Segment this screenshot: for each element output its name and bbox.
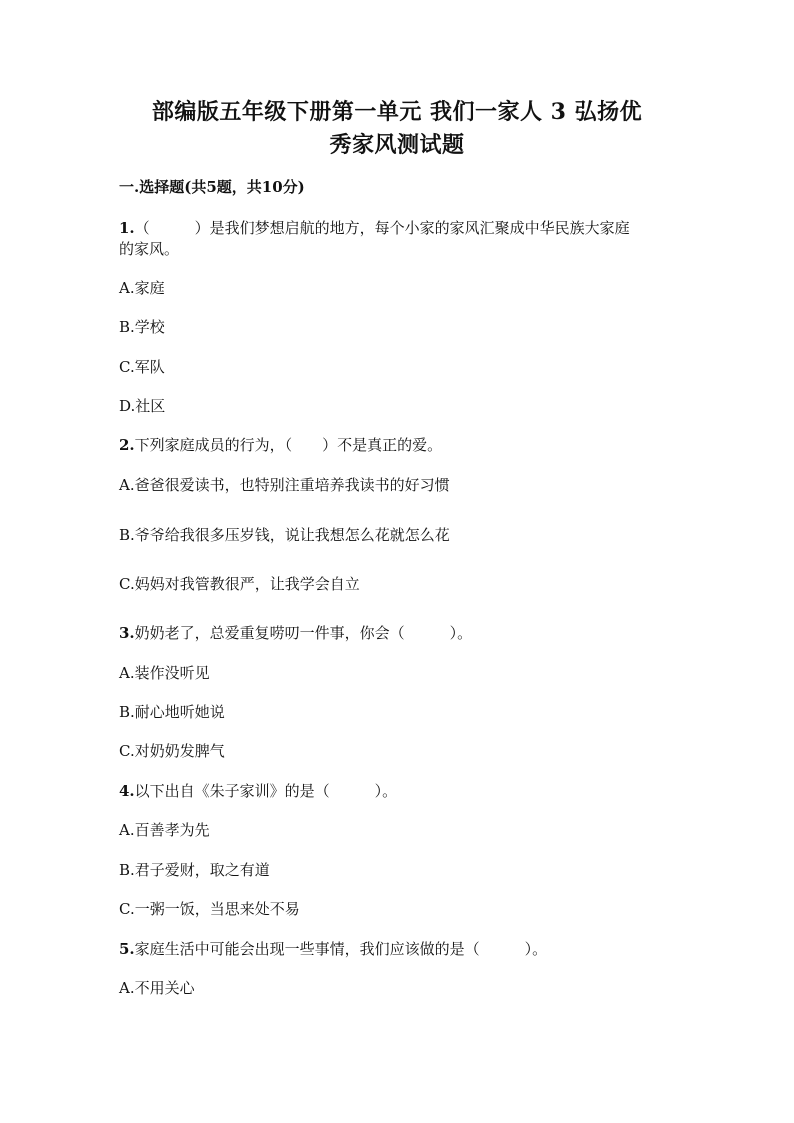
question-5-option-a: A.不用关心 <box>119 979 195 997</box>
question-1-option-c: C.军队 <box>119 358 165 376</box>
page-title-line-1: 部编版五年级下册第一单元 我们一家人 3 弘扬优 <box>151 99 643 125</box>
question-text: 下列家庭成员的行为，（ ）不是真正的爱。 <box>134 436 443 454</box>
question-3-option-c: C.对奶奶发脾气 <box>119 742 225 760</box>
question-1-option-d: D.社区 <box>119 397 166 415</box>
question-4-option-a: A.百善孝为先 <box>119 821 210 839</box>
question-text: （ ）是我们梦想启航的地方，每个小家的家风汇聚成中华民族大家庭 <box>134 219 630 237</box>
page-title-line-2: 秀家风测试题 <box>329 132 465 158</box>
question-2-stem <box>119 434 679 456</box>
question-1-option-b: B.学校 <box>119 318 165 336</box>
question-number: 3. <box>119 624 135 642</box>
question-3-stem <box>119 622 679 644</box>
question-3-option-a: A.装作没听见 <box>119 664 210 682</box>
question-1-stem-continued: 的家风。 <box>119 240 180 258</box>
section-heading: 一.选择题(共5题，共10分) <box>119 178 305 196</box>
question-1-option-a: A.家庭 <box>119 279 165 297</box>
question-number: 5. <box>119 940 135 958</box>
question-4-stem <box>119 780 679 802</box>
question-number: 1. <box>119 219 135 237</box>
question-text: 奶奶老了，总爱重复唠叨一件事，你会（ ）。 <box>134 624 473 642</box>
question-4-option-b: B.君子爱财，取之有道 <box>119 861 270 879</box>
question-2-option-a: A.爸爸很爱读书，也特别注重培养我读书的好习惯 <box>119 476 450 494</box>
question-2-option-b: B.爷爷给我很多压岁钱，说让我想怎么花就怎么花 <box>119 526 450 544</box>
question-3-option-b: B.耐心地听她说 <box>119 703 225 721</box>
question-5-stem <box>119 938 679 960</box>
question-2-option-c: C.妈妈对我管教很严，让我学会自立 <box>119 575 360 593</box>
question-text: 以下出自《朱子家训》的是（ ）。 <box>134 782 398 800</box>
question-4-option-c: C.一粥一饭，当思来处不易 <box>119 900 300 918</box>
question-text: 家庭生活中可能会出现一些事情，我们应该做的是（ ）。 <box>134 940 548 958</box>
question-1-stem <box>119 217 679 239</box>
question-number: 4. <box>119 782 135 800</box>
question-number: 2. <box>119 436 135 454</box>
